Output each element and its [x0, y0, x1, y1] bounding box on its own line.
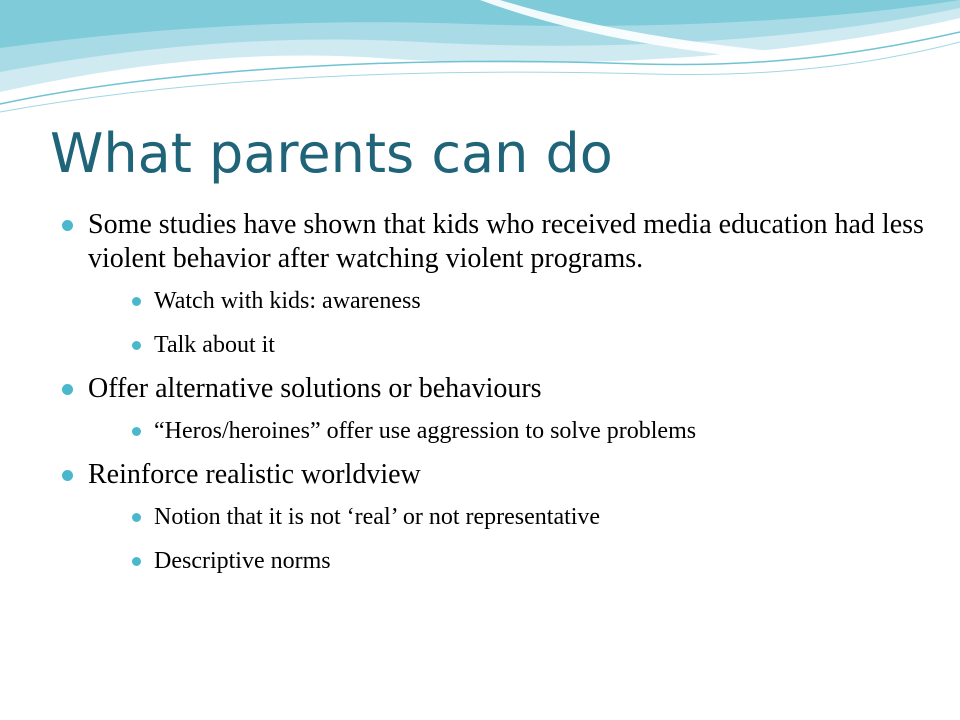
sub-bullet-item	[88, 502, 940, 532]
bullet-item	[60, 208, 940, 360]
sub-bullet-dot-icon	[132, 557, 141, 566]
bullet-list	[60, 208, 940, 576]
sub-bullet-text: Notion that it is not ‘real’ or not representative	[154, 504, 601, 530]
sub-bullet-text: Talk about it	[154, 332, 275, 358]
bullet-text: Reinforce realistic worldview	[88, 459, 421, 490]
sub-bullet-dot-icon	[132, 513, 141, 522]
sub-bullet-item	[88, 330, 940, 360]
bullet-item	[60, 372, 940, 446]
bullet-dot-icon	[62, 220, 73, 231]
sub-bullet-dot-icon	[132, 297, 141, 306]
sub-bullet-text: Watch with kids: awareness	[154, 288, 421, 314]
bullet-item	[60, 458, 940, 576]
bullet-text: Offer alternative solutions or behaviours	[88, 373, 542, 404]
bullet-dot-icon	[62, 470, 73, 481]
sub-bullet-dot-icon	[132, 341, 141, 350]
sub-bullet-item	[88, 286, 940, 316]
bullet-dot-icon	[62, 384, 73, 395]
sub-bullet-item	[88, 546, 940, 576]
header-wave-decoration	[0, 0, 960, 130]
slide-title: What parents can do	[50, 122, 613, 185]
sub-bullet-item	[88, 416, 940, 446]
sub-bullet-dot-icon	[132, 427, 141, 436]
bullet-text: Some studies have shown that kids who received media education had less violent behavior after watching violent programs.	[88, 209, 924, 274]
sub-bullet-text: “Heros/heroines” offer use aggression to solve problems	[154, 418, 697, 444]
sub-bullet-text: Descriptive norms	[154, 548, 331, 574]
